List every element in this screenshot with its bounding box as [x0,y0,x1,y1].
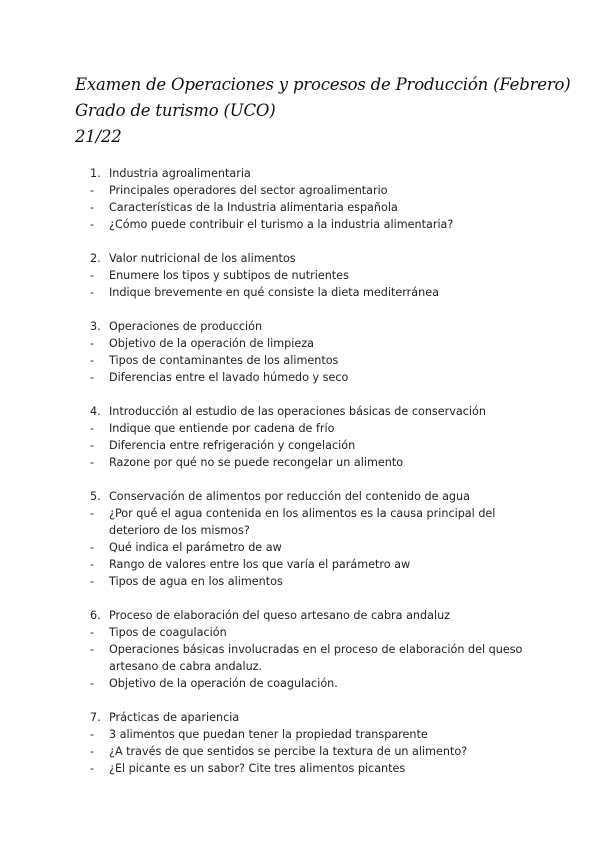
question-item [90,369,540,386]
question-text: Tipos de contaminantes de los alimentos [109,354,339,367]
section-number: 5. [90,490,101,503]
question-item [90,216,540,233]
section-number: 1. [90,167,101,180]
section-heading-text: Valor nutricional de los alimentos [109,252,296,265]
bullet-dash: - [90,337,95,350]
section-heading [90,403,540,420]
bullet-dash: - [90,558,95,571]
question-item [90,641,540,675]
section-heading [90,607,540,624]
question-item [90,437,540,454]
bullet-dash: - [90,201,95,214]
question-sections [90,165,540,794]
section-heading-text: Prácticas de apariencia [109,711,240,724]
question-text: Diferencias entre el lavado húmedo y seco [109,371,349,384]
section-heading-text: Proceso de elaboración del queso artesano de cabra andaluz [109,609,451,622]
question-item [90,182,540,199]
bullet-dash: - [90,745,95,758]
section-heading [90,165,540,182]
bullet-dash: - [90,371,95,384]
question-item [90,420,540,437]
bullet-dash: - [90,677,95,690]
section-number: 3. [90,320,101,333]
section-number: 6. [90,609,101,622]
section-number: 7. [90,711,101,724]
question-text: Enumere los tipos y subtipos de nutrientes [109,269,349,282]
question-text: Operaciones básicas involucradas en el proceso de elaboración del queso artesano de cabra andaluz. [109,643,523,673]
question-item [90,743,540,760]
question-text: Indique brevemente en qué consiste la dieta mediterránea [109,286,439,299]
bullet-dash: - [90,456,95,469]
section-heading [90,709,540,726]
question-item [90,335,540,352]
question-section [90,165,540,233]
title-line-3: 21/22 [75,127,122,146]
bullet-dash: - [90,218,95,231]
bullet-dash: - [90,354,95,367]
bullet-dash: - [90,541,95,554]
exam-title [75,72,571,150]
question-text: ¿Cómo puede contribuir el turismo a la industria alimentaria? [109,218,454,231]
question-item [90,267,540,284]
bullet-dash: - [90,184,95,197]
question-item [90,726,540,743]
question-item [90,454,540,471]
section-heading [90,250,540,267]
question-item [90,573,540,590]
question-section [90,607,540,692]
question-item [90,284,540,301]
bullet-dash: - [90,269,95,282]
question-section [90,488,540,590]
section-heading-text: Industria agroalimentaria [109,167,251,180]
question-text: Objetivo de la operación de limpieza [109,337,314,350]
question-section [90,318,540,386]
question-text: Indique que entiende por cadena de frío [109,422,335,435]
bullet-dash: - [90,507,95,520]
question-item [90,556,540,573]
title-line-2: Grado de turismo (UCO) [75,101,276,120]
section-heading-text: Conservación de alimentos por reducción del contenido de agua [109,490,470,503]
bullet-dash: - [90,643,95,656]
bullet-dash: - [90,575,95,588]
question-item [90,505,540,539]
question-text: ¿El picante es un sabor? Cite tres alimentos picantes [109,762,406,775]
bullet-dash: - [90,728,95,741]
section-heading [90,488,540,505]
bullet-dash: - [90,626,95,639]
question-text: 3 alimentos que puedan tener la propiedad transparente [109,728,428,741]
section-heading-text: Introducción al estudio de las operaciones básicas de conservación [109,405,486,418]
section-number: 4. [90,405,101,418]
question-text: ¿A través de que sentidos se percibe la textura de un alimento? [109,745,468,758]
question-text: Principales operadores del sector agroalimentario [109,184,388,197]
question-text: Qué indica el parámetro de aw [109,541,282,554]
section-heading [90,318,540,335]
title-line-1: Examen de Operaciones y procesos de Producción (Febrero) [75,75,571,94]
bullet-dash: - [90,762,95,775]
question-item [90,760,540,777]
question-text: Razone por qué no se puede recongelar un alimento [109,456,404,469]
question-item [90,675,540,692]
question-text: Diferencia entre refrigeración y congelación [109,439,356,452]
question-text: Objetivo de la operación de coagulación. [109,677,338,690]
question-section [90,709,540,777]
bullet-dash: - [90,286,95,299]
section-number: 2. [90,252,101,265]
bullet-dash: - [90,439,95,452]
section-heading-text: Operaciones de producción [109,320,263,333]
question-text: Tipos de agua en los alimentos [109,575,283,588]
question-text: Tipos de coagulación [109,626,227,639]
question-item [90,539,540,556]
question-text: ¿Por qué el agua contenida en los alimentos es la causa principal del deterioro de los mismos? [109,507,496,537]
bullet-dash: - [90,422,95,435]
question-item [90,624,540,641]
question-text: Rango de valores entre los que varía el parámetro aw [109,558,411,571]
question-item [90,352,540,369]
question-text: Características de la Industria alimentaria española [109,201,398,214]
question-section [90,250,540,301]
question-item [90,199,540,216]
question-section [90,403,540,471]
